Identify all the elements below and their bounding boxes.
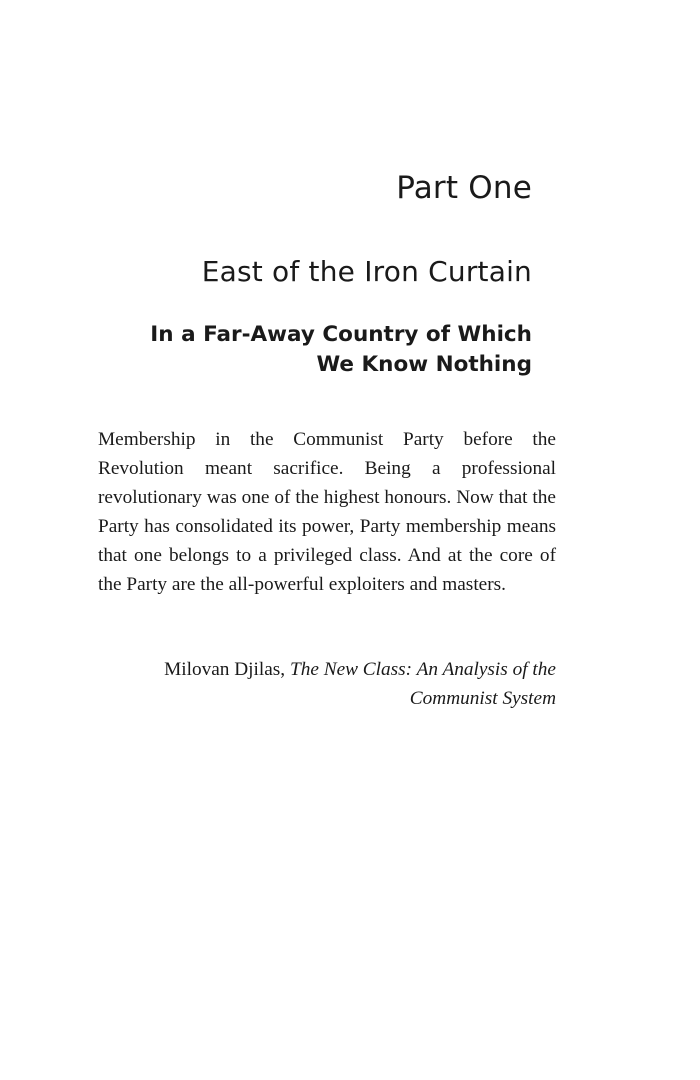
part-title: Part One [396,170,532,206]
subsection-title-line-1: In a Far-Away Country of Which [150,322,532,347]
attribution-work-line-2: Communist System [409,688,556,709]
subsection-title-line-2: We Know Nothing [316,352,532,377]
subsection-title [132,320,532,380]
section-title: East of the Iron Curtain [201,255,532,288]
attribution-author: Milovan Djilas, [164,659,286,680]
epigraph-quote: Membership in the Communist Party before the Revolution meant sacrifice. Being a professional revolutionary was one of the highest honours. Now that the Party has consolidated its power, Party membership means that one belongs to a privileged class. And at the core of the Party are the all-powerful exploiters and masters. [98,429,556,595]
attribution-work-line-1: The New Class: An Analysis of the [289,659,556,680]
epigraph-attribution [98,655,556,713]
